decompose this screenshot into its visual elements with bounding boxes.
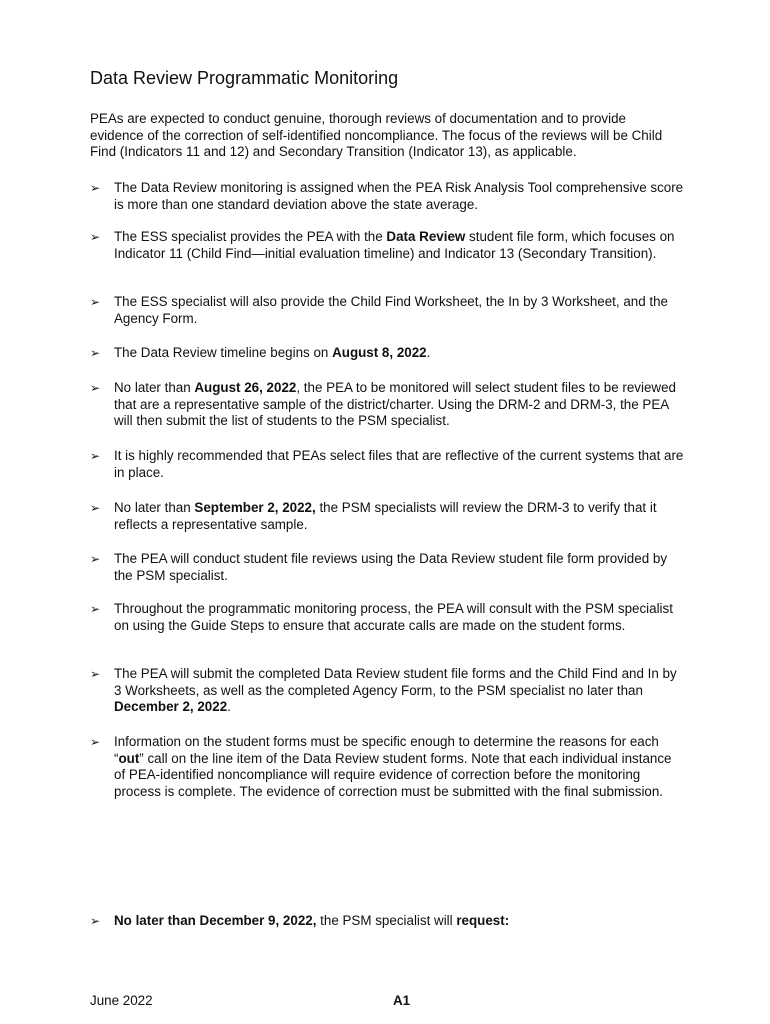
- arrow-bullet-icon: ➢: [90, 346, 101, 360]
- list-item-text: The PEA will conduct student file reviews using the Data Review student file form provided by the PSM specialist.: [114, 551, 668, 583]
- list-item: [90, 229, 685, 262]
- list-item-text: The PEA will submit the completed Data Review student file forms and the Child Find and In by 3 Worksheets, as well as the completed Agency Form, to the PSM specialist no later than December 2, 2022.: [114, 666, 677, 714]
- page-title: Data Review Programmatic Monitoring: [90, 68, 399, 88]
- list-item-text: Information on the student forms must be specific enough to determine the reasons for each “out” call on the line item of the Data Review student forms. Note that each individual instance of PEA-identified noncompliance will require evidence of correction before the monitoring process is complete. The evidence of correction must be submitted with the final submission.: [114, 734, 672, 799]
- list-item-text: The ESS specialist provides the PEA with the Data Review student file form, which focuses on Indicator 11 (Child Find—initial evaluation timeline) and Indicator 13 (Secondary Transition).: [114, 229, 675, 261]
- arrow-bullet-icon: ➢: [90, 552, 101, 566]
- footer-date: June 2022: [90, 993, 153, 1008]
- footer-page-number: A1: [393, 993, 411, 1008]
- arrow-bullet-icon: ➢: [90, 381, 101, 395]
- list-item: [90, 345, 685, 362]
- list-item-text: No later than September 2, 2022, the PSM specialists will review the DRM-3 to verify that it reflects a representative sample.: [114, 500, 657, 532]
- list-item-text: The Data Review timeline begins on August 8, 2022.: [114, 345, 431, 360]
- list-item: [90, 666, 685, 716]
- list-item: [90, 294, 685, 327]
- intro-paragraph: PEAs are expected to conduct genuine, thorough reviews of documentation and to provide evidence of the correction of self-identified noncompliance. The focus of the reviews will be Child Find (Indicators 11 and 12) and Secondary Transition (Indicator 13), as applicable.: [90, 111, 663, 159]
- list-item: [90, 551, 685, 584]
- list-item-text: No later than August 26, 2022, the PEA to be monitored will select student files to be reviewed that are a representative sample of the district/charter. Using the DRM-2 and DRM-3, the PEA will then submit the list of students to the PSM specialist.: [114, 380, 676, 428]
- list-item: [90, 448, 685, 481]
- arrow-bullet-icon: ➢: [90, 181, 101, 195]
- list-item: [90, 180, 685, 213]
- arrow-bullet-icon: ➢: [90, 735, 101, 749]
- list-item: [90, 380, 685, 430]
- arrow-bullet-icon: ➢: [90, 602, 101, 616]
- arrow-bullet-icon: ➢: [90, 295, 101, 309]
- arrow-bullet-icon: ➢: [90, 449, 101, 463]
- list-item: [90, 734, 685, 800]
- list-item-text: The ESS specialist will also provide the Child Find Worksheet, the In by 3 Worksheet, and the Agency Form.: [114, 294, 669, 326]
- list-item: [90, 913, 685, 930]
- list-item: [90, 601, 685, 634]
- list-item: [90, 500, 685, 533]
- arrow-bullet-icon: ➢: [90, 230, 101, 244]
- list-item-text: The Data Review monitoring is assigned when the PEA Risk Analysis Tool comprehensive score is more than one standard deviation above the state average.: [114, 180, 684, 212]
- arrow-bullet-icon: ➢: [90, 501, 101, 515]
- arrow-bullet-icon: ➢: [90, 667, 101, 681]
- arrow-bullet-icon: ➢: [90, 914, 101, 928]
- list-item-text: Throughout the programmatic monitoring process, the PEA will consult with the PSM specialist on using the Guide Steps to ensure that accurate calls are made on the student forms.: [114, 601, 673, 633]
- list-item-text: It is highly recommended that PEAs select files that are reflective of the current systems that are in place.: [114, 448, 684, 480]
- list-item-text: No later than December 9, 2022, the PSM specialist will request:: [114, 913, 510, 928]
